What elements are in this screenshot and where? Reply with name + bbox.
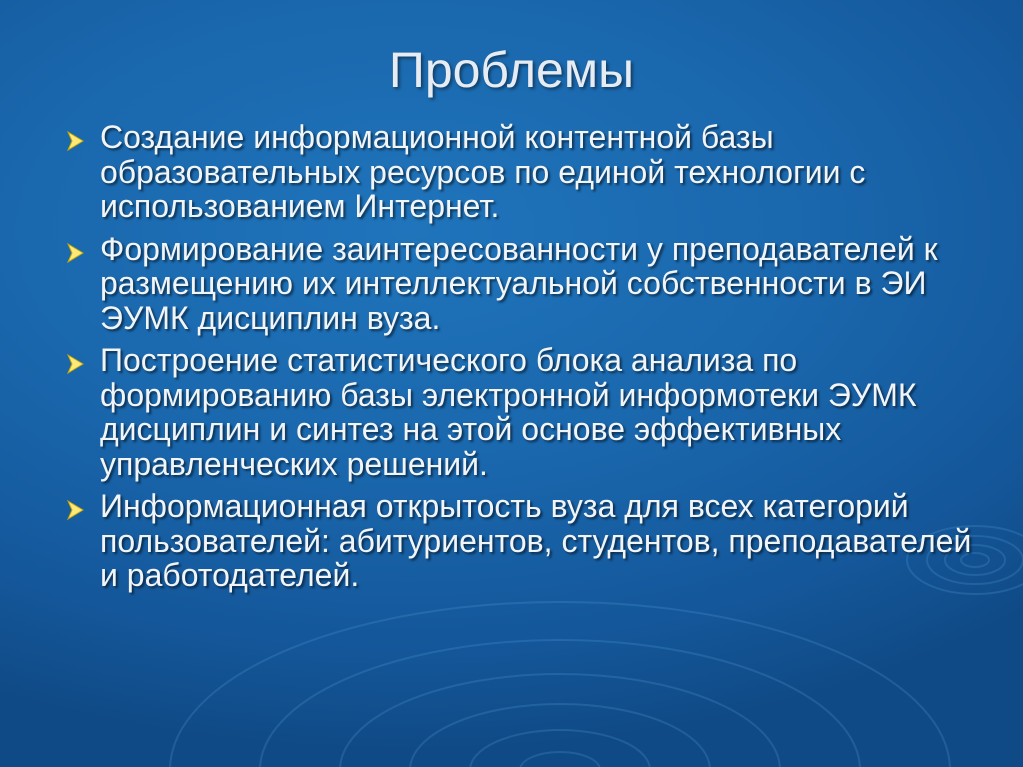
arrow-bullet-icon	[66, 130, 86, 152]
bullet-text: Формирование заинтересованности у преподавателей к размещению их интеллектуальной собственности в ЭИ ЭУМК дисциплин вуза.	[100, 230, 938, 336]
bullet-text: Создание информационной контентной базы образовательных ресурсов по единой технологии с использованием Интернет.	[100, 119, 866, 224]
bullet-item	[62, 120, 982, 224]
arrow-bullet-icon	[66, 242, 86, 264]
bullet-item	[62, 232, 982, 336]
bullet-item	[62, 489, 982, 593]
bullet-item	[62, 343, 982, 481]
bullet-text: Информационная открытость вуза для всех категорий пользователей: абитуриентов, студентов, преподавателей и работодателей.	[100, 488, 972, 593]
bullet-list	[62, 120, 982, 601]
slide-title: Проблемы	[388, 42, 635, 98]
arrow-bullet-icon	[66, 499, 86, 521]
arrow-bullet-icon	[66, 353, 86, 375]
bullet-text: Построение статистического блока анализа по формированию базы электронной информотеки ЭУМК дисциплин и синтез на этой основе эффективных управленческих решений.	[100, 342, 917, 482]
